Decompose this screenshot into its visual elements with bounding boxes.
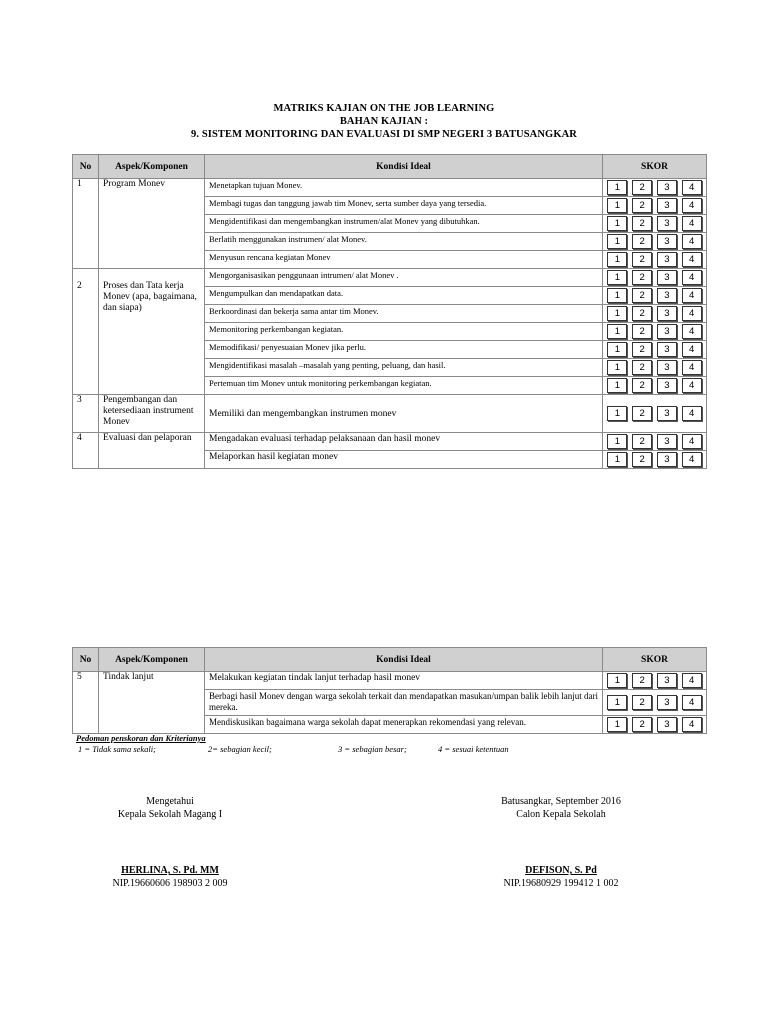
score-box-4[interactable]: 4: [682, 378, 702, 393]
score-cell: [603, 269, 707, 287]
condition-text: Mengidentifikasi dan mengembangkan instrumen/alat Monev yang dibutuhkan.: [205, 215, 603, 233]
score-box-2[interactable]: 2: [632, 406, 652, 421]
score-box-2[interactable]: 2: [632, 378, 652, 393]
score-box-3[interactable]: 3: [657, 406, 677, 421]
score-box-2[interactable]: 2: [632, 306, 652, 321]
row-number: 4: [73, 433, 99, 469]
score-box-3[interactable]: 3: [657, 180, 677, 195]
condition-text: Menetapkan tujuan Monev.: [205, 179, 603, 197]
condition-text: Mendiskusikan bagaimana warga sekolah dapat menerapkan rekomendasi yang relevan.: [205, 716, 603, 734]
aspect-label: Tindak lanjut: [99, 672, 205, 734]
score-box-3[interactable]: 3: [657, 324, 677, 339]
score-box-4[interactable]: 4: [682, 234, 702, 249]
score-box-1[interactable]: 1: [607, 434, 627, 449]
score-box-4[interactable]: 4: [682, 360, 702, 375]
assessment-table-1: [72, 154, 707, 469]
col-header-aspek: Aspek/Komponen: [99, 155, 205, 179]
aspect-label: Proses dan Tata kerja Monev (apa, bagaimana, dan siapa): [99, 269, 205, 395]
score-box-4[interactable]: 4: [682, 695, 702, 710]
score-box-1[interactable]: 1: [607, 717, 627, 732]
score-cell: [603, 672, 707, 690]
row-number: 5: [73, 672, 99, 734]
title-line-2: BAHAN KAJIAN :: [339, 116, 429, 127]
score-cell: [603, 215, 707, 233]
score-box-1[interactable]: 1: [607, 378, 627, 393]
score-box-2[interactable]: 2: [632, 270, 652, 285]
score-cell: [603, 251, 707, 269]
score-box-2[interactable]: 2: [632, 324, 652, 339]
score-box-3[interactable]: 3: [657, 360, 677, 375]
title-line-1: MATRIKS KAJIAN ON THE JOB LEARNING: [273, 103, 495, 114]
col-header-kondisi: Kondisi Ideal: [205, 155, 603, 179]
score-box-4[interactable]: 4: [682, 270, 702, 285]
condition-text: Mengumpulkan dan mendapatkan data.: [205, 287, 603, 305]
score-box-3[interactable]: 3: [657, 234, 677, 249]
assessment-table-2: [72, 647, 707, 734]
col-header-aspek: Aspek/Komponen: [99, 648, 205, 672]
row-number: 3: [73, 395, 99, 433]
score-box-3[interactable]: 3: [657, 288, 677, 303]
score-box-1[interactable]: 1: [607, 342, 627, 357]
score-cell: [603, 287, 707, 305]
score-cell: [603, 359, 707, 377]
score-box-3[interactable]: 3: [657, 378, 677, 393]
score-box-4[interactable]: 4: [682, 306, 702, 321]
score-box-3[interactable]: 3: [657, 252, 677, 267]
score-cell: [603, 377, 707, 395]
score-box-1[interactable]: 1: [607, 406, 627, 421]
row-number: 1: [73, 179, 99, 269]
criteria-1: 1 = Tidak sama sekali;: [78, 744, 156, 754]
score-box-3[interactable]: 3: [657, 717, 677, 732]
condition-text: Memodifikasi/ penyesuaian Monev jika perlu.: [205, 341, 603, 359]
condition-text: Mengidentifikasi masalah –masalah yang penting, peluang, dan hasil.: [205, 359, 603, 377]
table-row: [73, 395, 707, 433]
score-box-4[interactable]: 4: [682, 452, 702, 467]
score-box-3[interactable]: 3: [657, 270, 677, 285]
score-box-3[interactable]: 3: [657, 216, 677, 231]
signature-right-name: DEFISON, S. Pd: [525, 865, 597, 876]
score-box-1[interactable]: 1: [607, 234, 627, 249]
score-box-3[interactable]: 3: [657, 198, 677, 213]
criteria-2: 2= sebagian kecil;: [208, 744, 272, 754]
score-box-1[interactable]: 1: [607, 452, 627, 467]
score-box-2[interactable]: 2: [632, 717, 652, 732]
score-cell: [603, 341, 707, 359]
score-box-2[interactable]: 2: [632, 360, 652, 375]
score-box-3[interactable]: 3: [657, 452, 677, 467]
row-number: 2: [73, 269, 99, 395]
score-box-1[interactable]: 1: [607, 216, 627, 231]
score-box-1[interactable]: 1: [607, 288, 627, 303]
score-box-2[interactable]: 2: [632, 288, 652, 303]
score-cell: [603, 179, 707, 197]
col-header-no: No: [73, 648, 99, 672]
score-box-3[interactable]: 3: [657, 695, 677, 710]
aspect-label: Program Monev: [99, 179, 205, 269]
score-box-4[interactable]: 4: [682, 252, 702, 267]
score-box-1[interactable]: 1: [607, 360, 627, 375]
condition-text: Memiliki dan mengembangkan instrumen monev: [205, 395, 603, 433]
scoring-guide: [76, 733, 676, 755]
score-box-2[interactable]: 2: [632, 234, 652, 249]
score-box-1[interactable]: 1: [607, 252, 627, 267]
score-box-4[interactable]: 4: [682, 673, 702, 688]
score-box-4[interactable]: 4: [682, 406, 702, 421]
signature-left: [90, 795, 250, 890]
criteria-4: 4 = sesuai ketentuan: [438, 744, 509, 754]
score-box-3[interactable]: 3: [657, 342, 677, 357]
condition-text: Melakukan kegiatan tindak lanjut terhadap hasil monev: [205, 672, 603, 690]
score-box-2[interactable]: 2: [632, 252, 652, 267]
condition-text: Mengorganisasikan penggunaan intrumen/ alat Monev .: [205, 269, 603, 287]
col-header-no: No: [73, 155, 99, 179]
score-box-4[interactable]: 4: [682, 342, 702, 357]
score-cell: [603, 451, 707, 469]
score-box-4[interactable]: 4: [682, 288, 702, 303]
score-box-4[interactable]: 4: [682, 324, 702, 339]
score-box-2[interactable]: 2: [632, 342, 652, 357]
aspect-label: Evaluasi dan pelaporan: [99, 433, 205, 469]
score-box-2[interactable]: 2: [632, 198, 652, 213]
score-box-4[interactable]: 4: [682, 434, 702, 449]
score-box-1[interactable]: 1: [607, 270, 627, 285]
col-header-skor: SKOR: [603, 155, 707, 179]
condition-text: Pertemuan tim Monev untuk monitoring perkembangan kegiatan.: [205, 377, 603, 395]
score-box-2[interactable]: 2: [632, 673, 652, 688]
score-box-1[interactable]: 1: [607, 198, 627, 213]
signature-left-line2: Kepala Sekolah Magang I: [117, 809, 223, 820]
scoring-criteria: [76, 744, 676, 755]
score-box-3[interactable]: 3: [657, 673, 677, 688]
condition-text: Memonitoring perkembangan kegiatan.: [205, 323, 603, 341]
score-box-3[interactable]: 3: [657, 434, 677, 449]
score-box-1[interactable]: 1: [607, 306, 627, 321]
score-box-2[interactable]: 2: [632, 434, 652, 449]
score-box-4[interactable]: 4: [682, 180, 702, 195]
condition-text: Mengadakan evaluasi terhadap pelaksanaan dan hasil monev: [205, 433, 603, 451]
score-box-4[interactable]: 4: [682, 216, 702, 231]
condition-text: Menyusun rencana kegiatan Monev: [205, 251, 603, 269]
score-box-4[interactable]: 4: [682, 717, 702, 732]
score-cell: [603, 395, 707, 433]
score-cell: [603, 433, 707, 451]
table-row: [73, 269, 707, 287]
score-box-1[interactable]: 1: [607, 180, 627, 195]
score-box-1[interactable]: 1: [607, 324, 627, 339]
score-cell: [603, 233, 707, 251]
score-box-2[interactable]: 2: [632, 180, 652, 195]
aspect-label: Pengembangan dan ketersediaan instrument Monev: [99, 395, 205, 433]
score-cell: [603, 197, 707, 215]
signature-left-line1: Mengetahui: [146, 796, 194, 807]
score-box-3[interactable]: 3: [657, 306, 677, 321]
document-title: [0, 102, 768, 141]
condition-text: Membagi tugas dan tanggung jawab tim Monev, serta sumber daya yang tersedia.: [205, 197, 603, 215]
criteria-3: 3 = sebagian besar;: [338, 744, 407, 754]
signature-right-line1: Batusangkar, September 2016: [501, 796, 621, 807]
score-cell: [603, 305, 707, 323]
table-row: [73, 179, 707, 197]
scoring-guide-title: Pedoman penskoran dan Kriterianya: [76, 733, 206, 743]
signature-right-line2: Calon Kepala Sekolah: [516, 809, 606, 820]
score-cell: [603, 716, 707, 734]
condition-text: Berlatih menggunakan instrumen/ alat Monev.: [205, 233, 603, 251]
score-box-2[interactable]: 2: [632, 216, 652, 231]
table-row: [73, 672, 707, 690]
score-box-4[interactable]: 4: [682, 198, 702, 213]
score-box-1[interactable]: 1: [607, 673, 627, 688]
score-box-1[interactable]: 1: [607, 695, 627, 710]
col-header-skor: SKOR: [603, 648, 707, 672]
condition-text: Berbagi hasil Monev dengan warga sekolah terkait dan mendapatkan masukan/umpan balik lebih lanjut dari mereka.: [205, 690, 603, 716]
score-box-2[interactable]: 2: [632, 452, 652, 467]
score-cell: [603, 690, 707, 716]
signature-left-nip: NIP.19660606 198903 2 009: [112, 878, 228, 889]
score-cell: [603, 323, 707, 341]
table-row: [73, 433, 707, 451]
score-box-2[interactable]: 2: [632, 695, 652, 710]
signature-right-nip: NIP.19680929 199412 1 002: [503, 878, 619, 889]
title-line-3: 9. SISTEM MONITORING DAN EVALUASI DI SMP NEGERI 3 BATUSANGKAR: [191, 129, 577, 140]
signature-left-name: HERLINA, S. Pd. MM: [121, 865, 219, 876]
signature-right: [476, 795, 646, 890]
col-header-kondisi: Kondisi Ideal: [205, 648, 603, 672]
condition-text: Berkoordinasi dan bekerja sama antar tim Monev.: [205, 305, 603, 323]
condition-text: Melaporkan hasil kegiatan monev: [205, 451, 603, 469]
